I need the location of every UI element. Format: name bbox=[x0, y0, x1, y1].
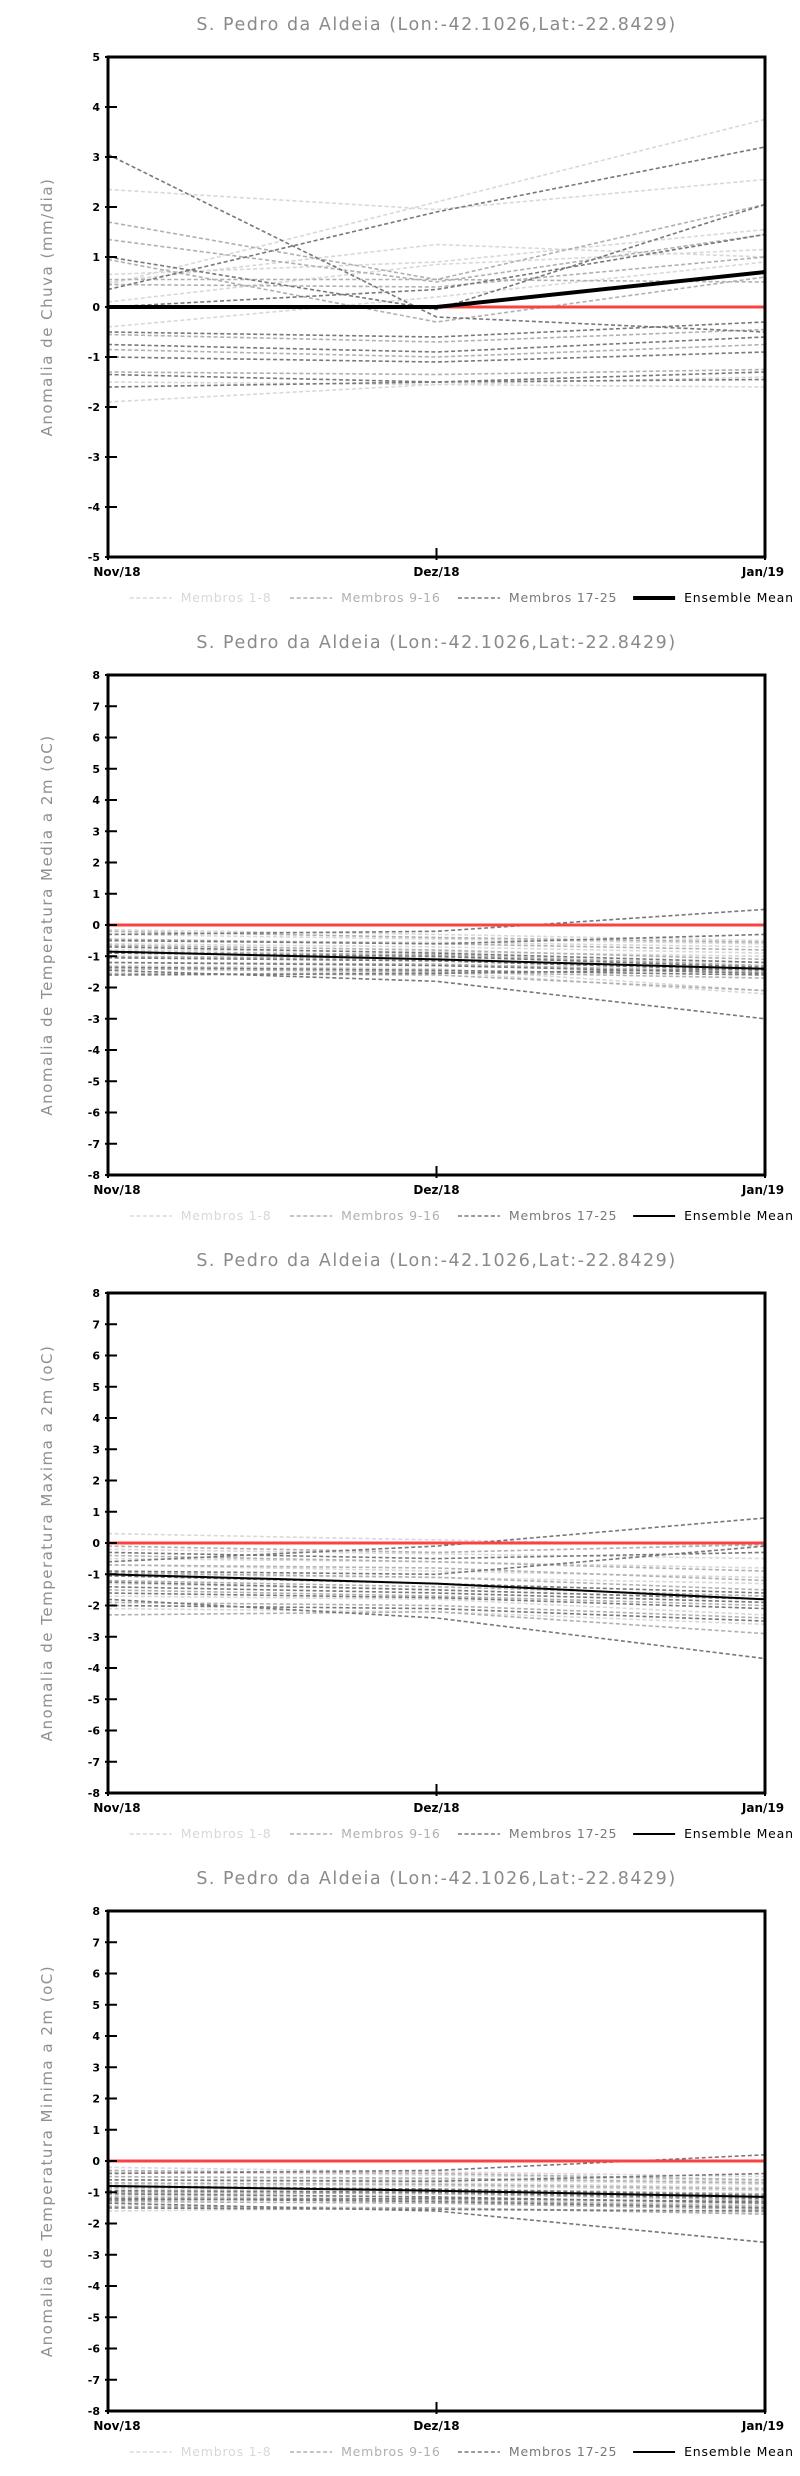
legend-label: Membros 1-8 bbox=[180, 1208, 272, 1223]
y-axis-label: Anomalia de Temperatura Minima a 2m (oC) bbox=[38, 1964, 56, 2358]
x-tick-label: Dez/18 bbox=[413, 1801, 460, 1815]
legend bbox=[130, 1826, 794, 1841]
y-tick-label: 0 bbox=[92, 301, 100, 314]
member-line-17-25 bbox=[108, 967, 765, 975]
legend-label: Membros 17-25 bbox=[508, 1826, 618, 1841]
plot-area bbox=[108, 909, 765, 1018]
member-line-1-8 bbox=[108, 1549, 765, 1558]
y-tick-label: -8 bbox=[87, 2405, 100, 2418]
min-temperature-anomaly-chart bbox=[0, 1854, 800, 2472]
legend-label: Ensemble Mean bbox=[684, 1826, 794, 1841]
y-tick-label: 8 bbox=[92, 669, 100, 682]
legend-label: Membros 1-8 bbox=[180, 1826, 272, 1841]
y-tick-label: 8 bbox=[92, 1287, 100, 1300]
y-tick-label: 5 bbox=[92, 1380, 100, 1394]
member-line-1-8 bbox=[108, 1609, 765, 1625]
y-tick-label: -2 bbox=[87, 2217, 100, 2231]
member-line-17-25 bbox=[108, 934, 765, 943]
x-tick-label: Jan/19 bbox=[741, 2419, 785, 2433]
member-line-17-25 bbox=[108, 2174, 765, 2182]
member-line-1-8 bbox=[108, 1596, 765, 1615]
chart-panel-mean-temperature-anomaly bbox=[0, 618, 800, 1236]
member-line-1-8 bbox=[108, 2167, 765, 2176]
y-tick-label: -4 bbox=[87, 1662, 100, 1675]
legend-item bbox=[633, 590, 794, 605]
y-tick-label: 1 bbox=[92, 1505, 100, 1519]
member-line-17-25 bbox=[108, 1546, 765, 1574]
member-line-17-25 bbox=[108, 1582, 765, 1599]
member-line-17-25 bbox=[108, 372, 765, 382]
legend bbox=[130, 2444, 794, 2459]
member-line-17-25 bbox=[108, 1599, 765, 1658]
y-tick-label: 4 bbox=[92, 101, 100, 114]
legend-label: Membros 17-25 bbox=[508, 2444, 618, 2459]
legend-item bbox=[458, 1208, 617, 1223]
y-tick-label: -2 bbox=[87, 1599, 100, 1613]
legend-item bbox=[633, 2444, 794, 2459]
legend bbox=[130, 1208, 794, 1223]
ensemble-mean-line bbox=[108, 1574, 765, 1599]
member-line-17-25 bbox=[108, 352, 765, 362]
y-tick-label: -3 bbox=[87, 1630, 100, 1644]
member-line-9-16 bbox=[108, 2197, 765, 2206]
plot-area bbox=[108, 120, 765, 403]
legend-label: Ensemble Mean bbox=[684, 1208, 794, 1223]
member-line-17-25 bbox=[108, 337, 765, 352]
member-line-1-8 bbox=[108, 2172, 765, 2181]
member-line-1-8 bbox=[108, 377, 765, 385]
chart-panel-min-temperature-anomaly bbox=[0, 1854, 800, 2472]
x-tick-label: Jan/19 bbox=[741, 1801, 785, 1815]
member-line-9-16 bbox=[108, 939, 765, 950]
member-line-17-25 bbox=[108, 2203, 765, 2242]
member-line-9-16 bbox=[108, 330, 765, 343]
y-tick-label: 3 bbox=[92, 825, 100, 839]
member-line-1-8 bbox=[108, 934, 765, 943]
y-tick-label: 5 bbox=[92, 762, 100, 776]
y-tick-label: 0 bbox=[92, 919, 100, 932]
x-tick-label: Nov/18 bbox=[93, 2419, 141, 2433]
legend bbox=[130, 590, 794, 605]
x-tick-label: Nov/18 bbox=[93, 1801, 141, 1815]
y-tick-label: -1 bbox=[87, 950, 100, 964]
y-tick-label: 1 bbox=[92, 251, 100, 264]
member-line-17-25 bbox=[108, 1518, 765, 1562]
legend-label: Membros 9-16 bbox=[341, 1826, 441, 1841]
member-line-1-8 bbox=[108, 941, 765, 947]
max-temperature-anomaly-chart bbox=[0, 1236, 800, 1854]
member-line-9-16 bbox=[108, 2170, 765, 2179]
legend-item bbox=[290, 2444, 441, 2459]
member-line-1-8 bbox=[108, 1565, 765, 1578]
y-axis-label: Anomalia de Temperatura Maxima a 2m (oC) bbox=[38, 1344, 56, 1742]
y-tick-label: -1 bbox=[87, 351, 100, 364]
member-line-9-16 bbox=[108, 2177, 765, 2183]
y-tick-label: 2 bbox=[92, 1474, 100, 1488]
member-line-9-16 bbox=[108, 931, 765, 942]
y-tick-label: 5 bbox=[92, 51, 100, 64]
member-line-9-16 bbox=[108, 2206, 765, 2214]
legend-item bbox=[458, 590, 617, 605]
legend-label: Membros 1-8 bbox=[180, 2444, 272, 2459]
member-line-9-16 bbox=[108, 2202, 765, 2210]
member-line-1-8 bbox=[108, 180, 765, 210]
legend-item bbox=[130, 2444, 272, 2459]
member-line-17-25 bbox=[108, 2155, 765, 2174]
member-line-17-25 bbox=[108, 1606, 765, 1622]
y-tick-label: 0 bbox=[92, 2155, 100, 2168]
member-line-17-25 bbox=[108, 969, 765, 975]
member-line-9-16 bbox=[108, 205, 765, 280]
member-line-9-16 bbox=[108, 945, 765, 959]
ensemble-mean-line bbox=[108, 952, 765, 969]
y-tick-label: -1 bbox=[87, 2186, 100, 2200]
legend-label: Membros 17-25 bbox=[508, 1208, 618, 1223]
y-tick-label: 4 bbox=[92, 794, 100, 807]
y-tick-label: -4 bbox=[87, 1044, 100, 1057]
member-line-1-8 bbox=[108, 385, 765, 403]
y-tick-label: -3 bbox=[87, 1012, 100, 1026]
member-line-1-8 bbox=[108, 2208, 765, 2213]
member-line-1-8 bbox=[108, 245, 765, 283]
legend-item bbox=[290, 1208, 441, 1223]
y-tick-label: -4 bbox=[87, 501, 100, 514]
y-tick-label: 6 bbox=[92, 1967, 100, 1981]
legend-item bbox=[458, 1826, 617, 1841]
y-tick-label: -7 bbox=[87, 1755, 100, 1769]
y-tick-label: 5 bbox=[92, 1998, 100, 2012]
member-line-9-16 bbox=[108, 1602, 765, 1618]
chart-title: S. Pedro da Aldeia (Lon:-42.1026,Lat:-22.8429) bbox=[196, 1869, 677, 1889]
member-line-17-25 bbox=[108, 322, 765, 337]
legend-label: Membros 17-25 bbox=[508, 590, 618, 605]
member-line-1-8 bbox=[108, 120, 765, 285]
member-line-1-8 bbox=[108, 2195, 765, 2204]
y-tick-label: 3 bbox=[92, 151, 100, 164]
member-line-9-16 bbox=[108, 2192, 765, 2200]
y-tick-label: 3 bbox=[92, 2061, 100, 2075]
y-tick-label: -5 bbox=[87, 551, 100, 564]
plot-area bbox=[108, 1518, 765, 1659]
member-line-17-25 bbox=[108, 909, 765, 934]
y-tick-label: 6 bbox=[92, 731, 100, 745]
chart-title: S. Pedro da Aldeia (Lon:-42.1026,Lat:-22.8429) bbox=[196, 633, 677, 653]
x-tick-label: Dez/18 bbox=[413, 565, 460, 579]
y-tick-label: -2 bbox=[87, 981, 100, 995]
legend-item bbox=[130, 1208, 272, 1223]
member-line-17-25 bbox=[108, 205, 765, 310]
chart-title: S. Pedro da Aldeia (Lon:-42.1026,Lat:-22.8429) bbox=[196, 15, 677, 35]
y-tick-label: 1 bbox=[92, 887, 100, 901]
member-line-1-8 bbox=[108, 250, 765, 303]
member-line-9-16 bbox=[108, 1612, 765, 1634]
ensemble-mean-line bbox=[108, 272, 765, 307]
member-line-1-8 bbox=[108, 2177, 765, 2185]
y-tick-label: -5 bbox=[87, 1693, 100, 1707]
y-tick-label: -6 bbox=[87, 1724, 100, 1738]
member-line-9-16 bbox=[108, 1545, 765, 1553]
x-tick-label: Dez/18 bbox=[413, 1183, 460, 1197]
member-line-9-16 bbox=[108, 345, 765, 358]
member-line-17-25 bbox=[108, 1552, 765, 1558]
legend-item bbox=[633, 1826, 794, 1841]
y-tick-label: 7 bbox=[92, 700, 100, 714]
axes bbox=[88, 669, 784, 1197]
member-line-1-8 bbox=[108, 1574, 765, 1583]
plot-area bbox=[108, 2155, 765, 2243]
y-tick-label: 6 bbox=[92, 1349, 100, 1363]
member-line-1-8 bbox=[108, 966, 765, 991]
legend-label: Ensemble Mean bbox=[684, 2444, 794, 2459]
y-tick-label: 7 bbox=[92, 1318, 100, 1332]
member-line-1-8 bbox=[108, 1584, 765, 1600]
axes bbox=[88, 51, 784, 579]
chart-title: S. Pedro da Aldeia (Lon:-42.1026,Lat:-22.8429) bbox=[196, 1251, 677, 1271]
y-tick-label: -5 bbox=[87, 2311, 100, 2325]
chart-panel-max-temperature-anomaly bbox=[0, 1236, 800, 1854]
x-tick-label: Jan/19 bbox=[741, 1183, 785, 1197]
y-tick-label: -4 bbox=[87, 2280, 100, 2293]
y-tick-label: 2 bbox=[92, 2092, 100, 2106]
member-line-9-16 bbox=[108, 235, 765, 283]
y-tick-label: 7 bbox=[92, 1936, 100, 1950]
legend-label: Ensemble Mean bbox=[684, 590, 794, 605]
member-line-9-16 bbox=[108, 969, 765, 978]
legend-item bbox=[130, 1826, 272, 1841]
y-tick-label: -5 bbox=[87, 1075, 100, 1089]
y-tick-label: -7 bbox=[87, 1137, 100, 1151]
member-line-9-16 bbox=[108, 973, 765, 990]
member-line-1-8 bbox=[108, 1559, 765, 1568]
y-tick-label: 0 bbox=[92, 1537, 100, 1550]
legend-item bbox=[290, 1826, 441, 1841]
member-line-9-16 bbox=[108, 1573, 765, 1590]
axes bbox=[88, 1905, 784, 2433]
member-line-1-8 bbox=[108, 972, 765, 994]
y-tick-label: 2 bbox=[92, 201, 100, 214]
mean-temperature-anomaly-chart bbox=[0, 618, 800, 1236]
member-line-17-25 bbox=[108, 2199, 765, 2208]
x-tick-label: Nov/18 bbox=[93, 1183, 141, 1197]
y-tick-label: -2 bbox=[87, 401, 100, 414]
y-axis-label: Anomalia de Chuva (mm/dia) bbox=[38, 177, 56, 437]
y-tick-label: -6 bbox=[87, 2342, 100, 2356]
legend-item bbox=[290, 590, 441, 605]
y-tick-label: 1 bbox=[92, 2123, 100, 2137]
member-line-17-25 bbox=[108, 970, 765, 1019]
y-tick-label: 8 bbox=[92, 1905, 100, 1918]
y-tick-label: 3 bbox=[92, 1443, 100, 1457]
x-tick-label: Jan/19 bbox=[741, 565, 785, 579]
y-tick-label: -8 bbox=[87, 1169, 100, 1182]
legend-item bbox=[458, 2444, 617, 2459]
member-line-17-25 bbox=[108, 147, 765, 290]
y-tick-label: -6 bbox=[87, 1106, 100, 1120]
legend-label: Membros 9-16 bbox=[341, 1208, 441, 1223]
y-tick-label: -1 bbox=[87, 1568, 100, 1582]
legend-label: Membros 9-16 bbox=[341, 2444, 441, 2459]
y-tick-label: -3 bbox=[87, 2248, 100, 2262]
ensemble-mean-line bbox=[108, 2186, 765, 2197]
member-line-17-25 bbox=[108, 380, 765, 388]
member-line-1-8 bbox=[108, 944, 765, 953]
y-tick-label: -7 bbox=[87, 2373, 100, 2387]
member-line-1-8 bbox=[108, 930, 765, 941]
legend-item bbox=[633, 1208, 794, 1223]
axes bbox=[88, 1287, 784, 1815]
member-line-9-16 bbox=[108, 1565, 765, 1581]
x-tick-label: Nov/18 bbox=[93, 565, 141, 579]
member-line-17-25 bbox=[108, 2199, 765, 2202]
y-tick-label: 2 bbox=[92, 856, 100, 870]
legend-item bbox=[130, 590, 272, 605]
y-tick-label: 4 bbox=[92, 2030, 100, 2043]
member-line-9-16 bbox=[108, 1590, 765, 1606]
y-tick-label: 4 bbox=[92, 1412, 100, 1425]
precipitation-anomaly-chart bbox=[0, 0, 800, 618]
y-tick-label: -8 bbox=[87, 1787, 100, 1800]
legend-label: Membros 9-16 bbox=[341, 590, 441, 605]
chart-panel-precipitation-anomaly bbox=[0, 0, 800, 618]
member-line-9-16 bbox=[108, 963, 765, 972]
member-line-9-16 bbox=[108, 370, 765, 375]
member-line-17-25 bbox=[108, 2208, 765, 2211]
x-tick-label: Dez/18 bbox=[413, 2419, 460, 2433]
y-tick-label: -3 bbox=[87, 451, 100, 464]
member-line-9-16 bbox=[108, 1556, 765, 1572]
y-axis-label: Anomalia de Temperatura Media a 2m (oC) bbox=[38, 734, 56, 1116]
member-line-17-25 bbox=[108, 963, 765, 974]
legend-label: Membros 1-8 bbox=[180, 590, 272, 605]
